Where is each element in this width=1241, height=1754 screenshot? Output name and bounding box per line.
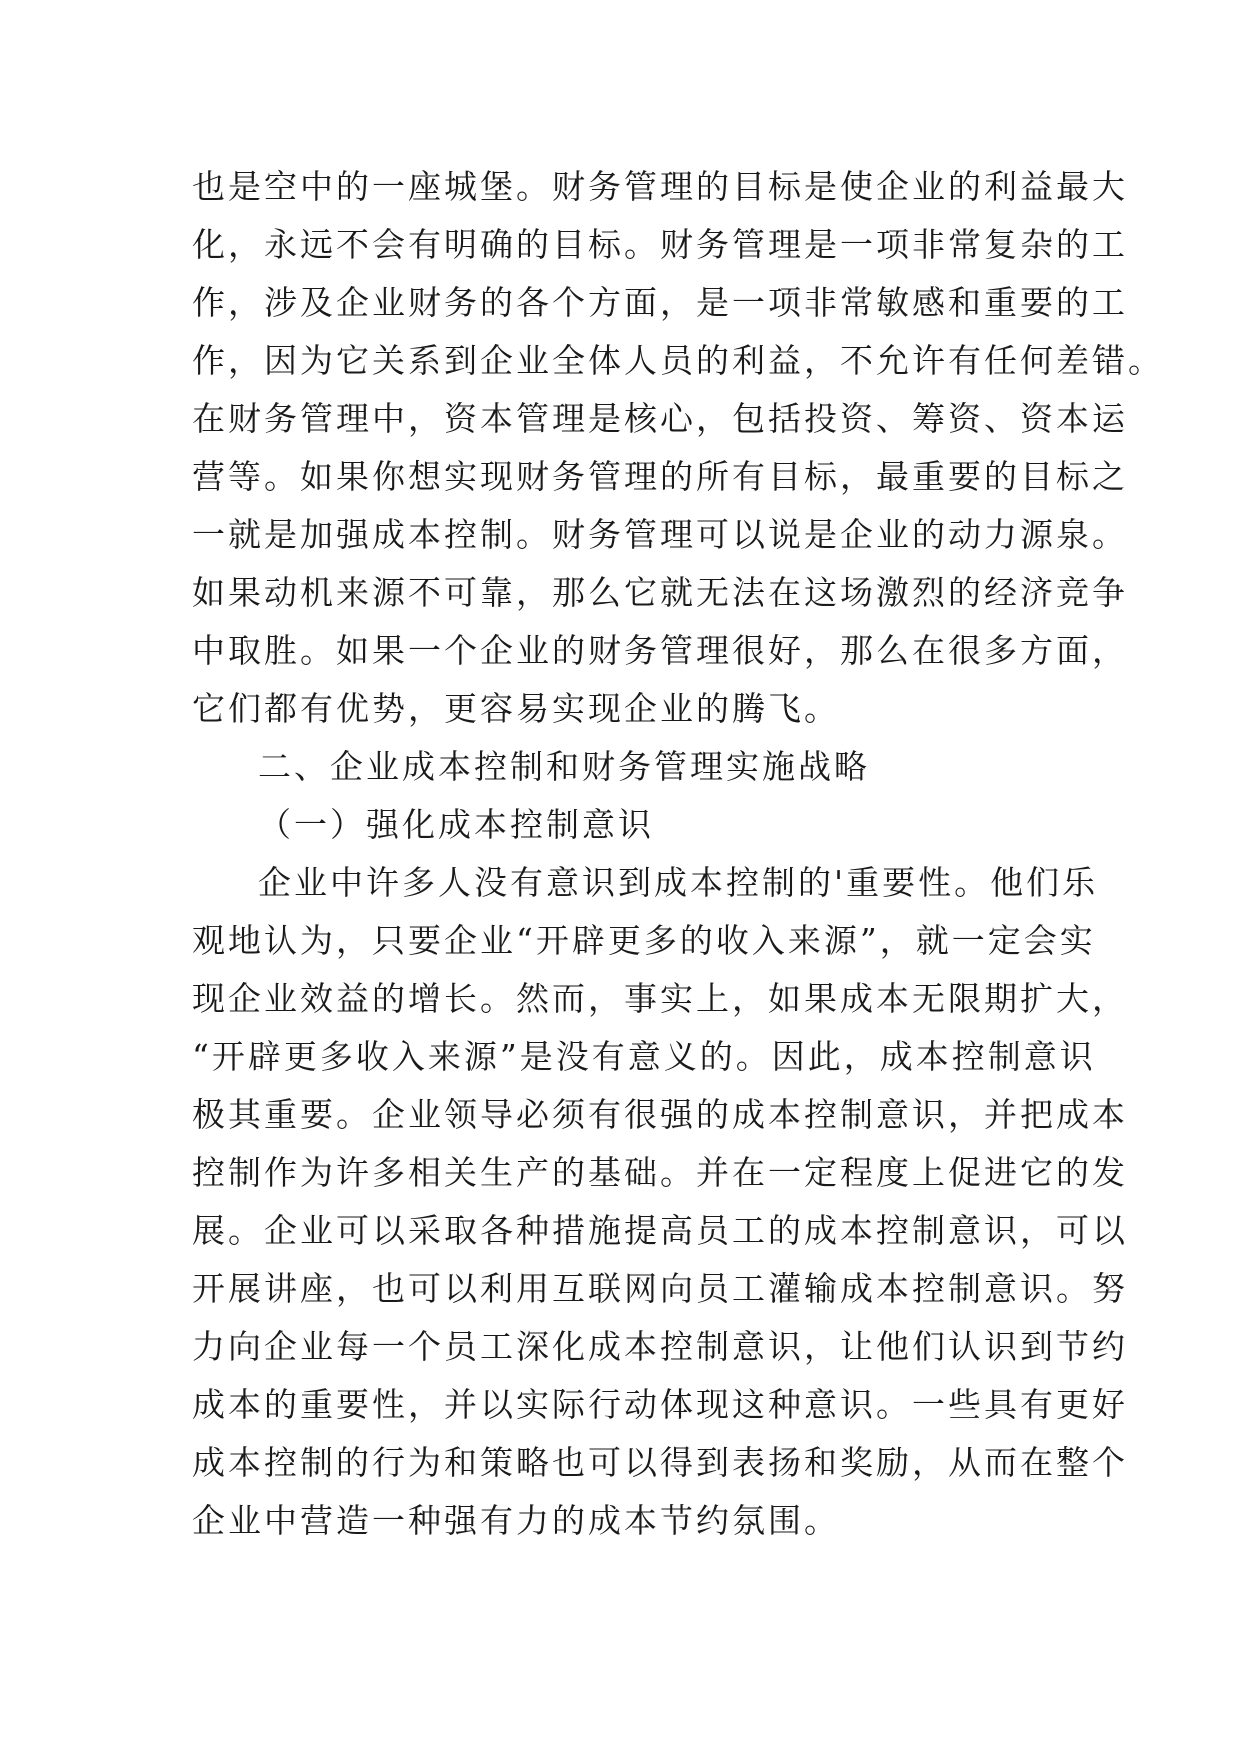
- document-body: [192, 158, 1164, 1550]
- body-line: 成本控制的行为和策略也可以得到表扬和奖励，从而在整个: [192, 1443, 1128, 1482]
- body-line: 中取胜。如果一个企业的财务管理很好，那么在很多方面，: [192, 631, 1128, 670]
- body-line: 极其重要。企业领导必须有很强的成本控制意识，并把成本: [192, 1095, 1128, 1134]
- body-line: 作，涉及企业财务的各个方面，是一项非常敏感和重要的工: [192, 283, 1128, 322]
- body-line: 化，永远不会有明确的目标。财务管理是一项非常复杂的工: [192, 225, 1128, 264]
- body-line: 如果动机来源不可靠，那么它就无法在这场激烈的经济竞争: [192, 573, 1128, 612]
- body-line: 力向企业每一个员工深化成本控制意识，让他们认识到节约: [192, 1327, 1128, 1366]
- body-line: 营等。如果你想实现财务管理的所有目标，最重要的目标之: [192, 457, 1128, 496]
- body-line: 也是空中的一座城堡。财务管理的目标是使企业的利益最大: [192, 167, 1128, 206]
- body-line: 控制作为许多相关生产的基础。并在一定程度上促进它的发: [192, 1153, 1128, 1192]
- body-line: 开展讲座，也可以利用互联网向员工灌输成本控制意识。努: [192, 1269, 1128, 1308]
- paragraph-first-line: 企业中许多人没有意识到成本控制的'重要性。他们乐: [258, 863, 1099, 902]
- body-line: 现企业效益的增长。然而，事实上，如果成本无限期扩大，: [192, 979, 1128, 1018]
- body-line: 企业中营造一种强有力的成本节约氛围。: [192, 1501, 840, 1540]
- body-line: “开辟更多收入来源”是没有意义的。因此，成本控制意识: [192, 1037, 1096, 1076]
- body-line: 作，因为它关系到企业全体人员的利益，不允许有任何差错。: [192, 341, 1164, 380]
- body-line: 一就是加强成本控制。财务管理可以说是企业的动力源泉。: [192, 515, 1128, 554]
- section-heading: 二、企业成本控制和财务管理实施战略: [258, 747, 870, 786]
- body-line: 成本的重要性，并以实际行动体现这种意识。一些具有更好: [192, 1385, 1128, 1424]
- body-line: 它们都有优势，更容易实现企业的腾飞。: [192, 689, 840, 728]
- body-line: 观地认为，只要企业“开辟更多的收入来源”，就一定会实: [192, 921, 1096, 960]
- subsection-heading: （一）强化成本控制意识: [258, 805, 654, 844]
- body-line: 在财务管理中，资本管理是核心，包括投资、筹资、资本运: [192, 399, 1128, 438]
- body-line: 展。企业可以采取各种措施提高员工的成本控制意识，可以: [192, 1211, 1128, 1250]
